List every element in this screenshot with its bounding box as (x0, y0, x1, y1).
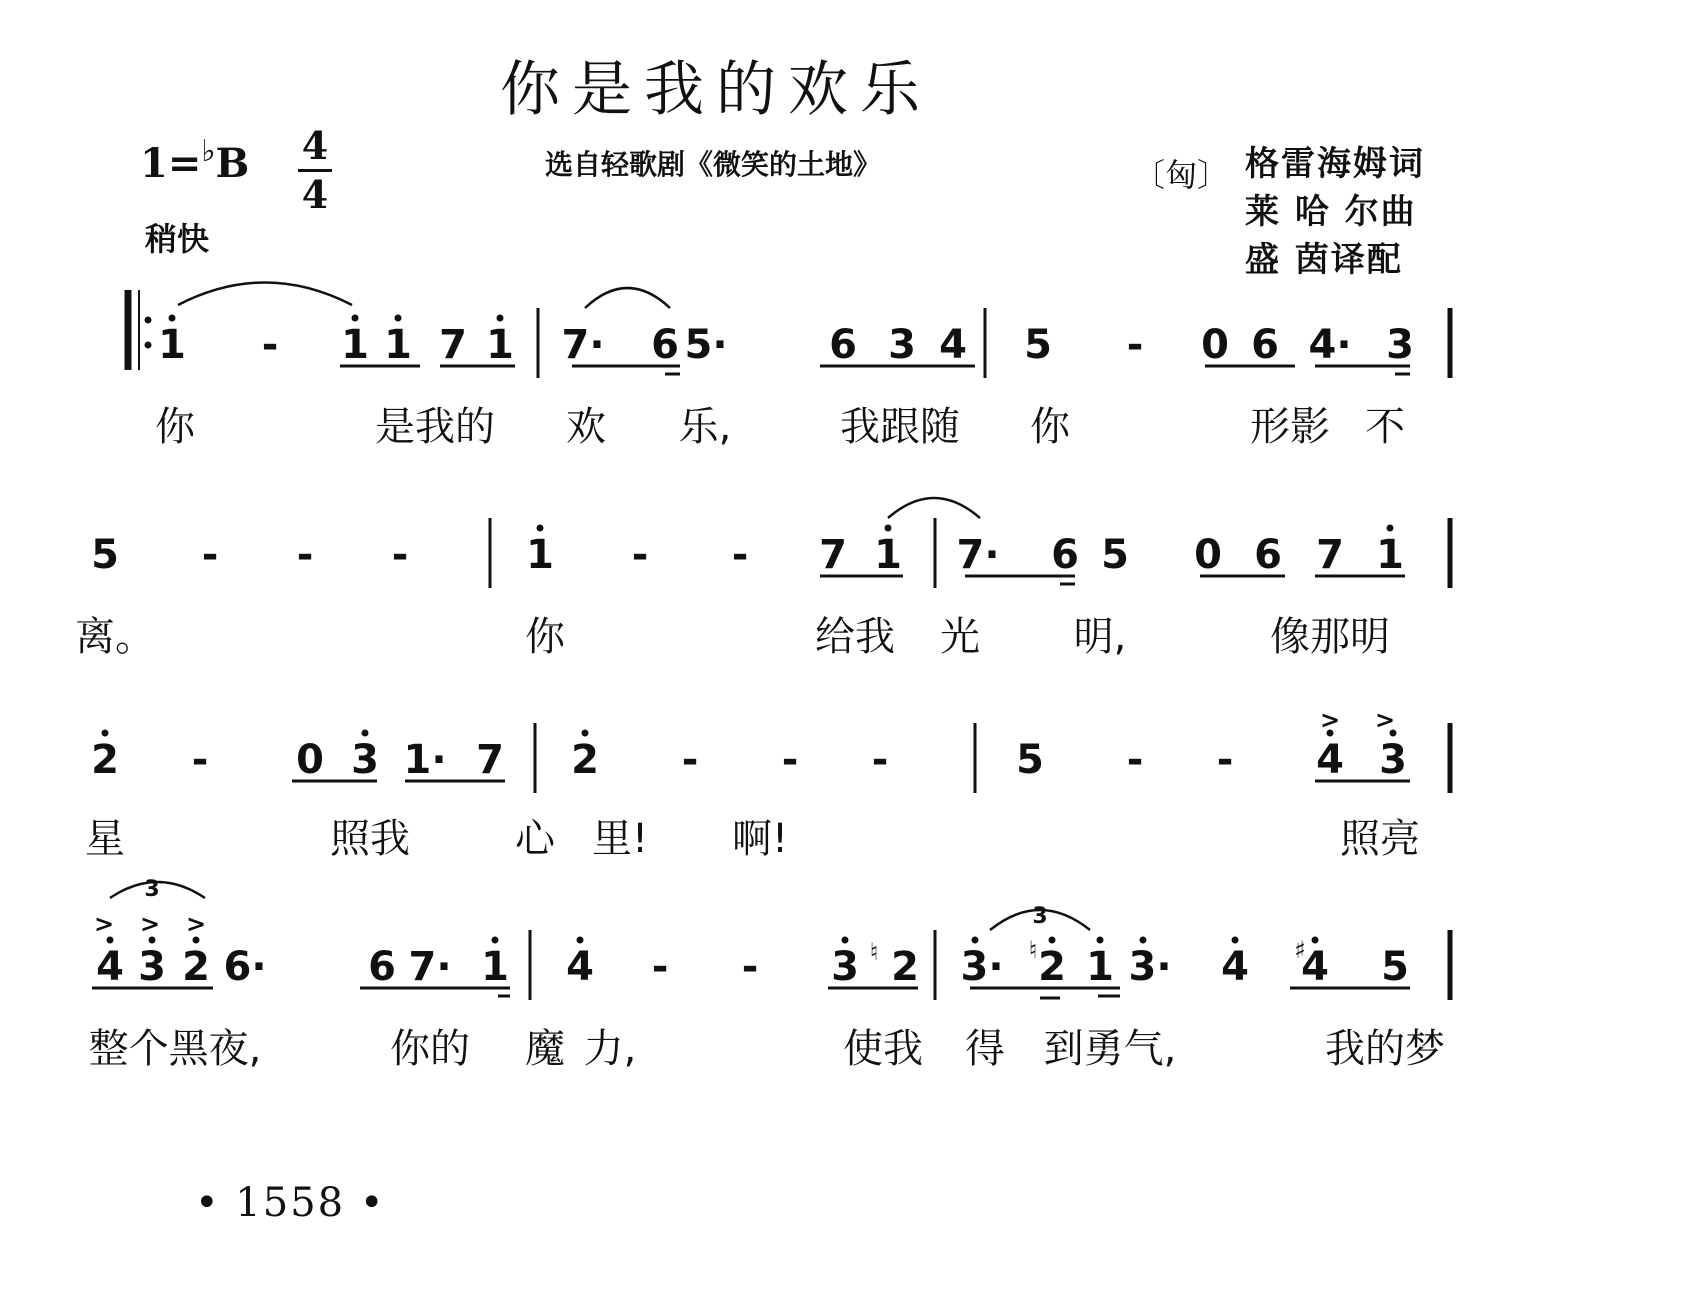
line4-note-7: 1 (481, 944, 509, 990)
line4-note-1: 4 (96, 944, 124, 990)
line4-lyric-3: 魔 (525, 1026, 565, 1072)
high-octave-dot (492, 937, 499, 944)
line4-note-13: 3· (960, 944, 1004, 990)
line4-note-5: 6 (368, 944, 396, 990)
line2-lyric-6: 像那明 (1270, 614, 1390, 660)
line1-dash-2: - (261, 322, 279, 368)
line1-lyric-8: 不 (1365, 404, 1405, 450)
natural-sign: ♮ (1028, 936, 1038, 964)
line1-note-3: 1 (341, 322, 369, 368)
line4-note-19: 5 (1381, 944, 1409, 990)
accent-mark: > (185, 910, 207, 938)
line2-dash-4: - (391, 532, 409, 578)
sharp-sign: ♯ (1294, 936, 1306, 964)
line1-lyric-3: 欢 (566, 404, 606, 450)
line3-lyric-2: 照我 (330, 816, 410, 862)
line4-note-12: 2 (891, 944, 919, 990)
line4-dash-10: - (741, 944, 759, 990)
high-octave-dot (537, 525, 544, 532)
line2-dash-7: - (731, 532, 749, 578)
credit-lyricist: 格雷海姆词 (1245, 144, 1425, 184)
line3-rest-3: 0 (296, 737, 324, 783)
high-octave-dot (169, 315, 176, 322)
high-octave-dot (1140, 937, 1147, 944)
key-note: B (215, 140, 250, 187)
line2-lyric-4: 光 (940, 614, 980, 660)
high-octave-dot (1387, 525, 1394, 532)
high-octave-dot (842, 937, 849, 944)
line4-lyric-6: 得 (965, 1026, 1005, 1072)
slur (585, 288, 670, 308)
line3-dash-2: - (191, 737, 209, 783)
line1-lyric-5: 我跟随 (840, 404, 960, 450)
line1-note-8: 6 (651, 322, 679, 368)
line1-note-10: 6 (829, 322, 857, 368)
line1-dash-14: - (1126, 322, 1144, 368)
line1-note-6: 1 (486, 322, 514, 368)
line1-rest-15: 0 (1201, 322, 1229, 368)
line1-note-11: 3 (888, 322, 916, 368)
line4-lyric-5: 使我 (843, 1026, 923, 1072)
credit-composer: 莱 哈 尔曲 (1245, 192, 1417, 232)
accent-mark: > (1374, 706, 1396, 734)
line3-lyric-1: 星 (85, 816, 125, 862)
line2-note-14: 6 (1254, 532, 1282, 578)
line1-lyric-6: 你 (1030, 404, 1070, 450)
line1-lyric-7: 形影 (1250, 404, 1330, 450)
line3-dash-8: - (681, 737, 699, 783)
time-signature-top: 4 (301, 123, 329, 168)
line2-note-9: 1 (874, 532, 902, 578)
line4-note-4: 6· (223, 944, 267, 990)
line2-lyric-3: 给我 (815, 614, 895, 660)
line2-note-12: 5 (1101, 532, 1129, 578)
line4-lyric-1: 整个黑夜, (88, 1026, 262, 1072)
triplet-number: 3 (1032, 904, 1048, 929)
line4-note-11: 3 (831, 944, 859, 990)
line2-note-8: 7 (819, 532, 847, 578)
line3-dash-12: - (1126, 737, 1144, 783)
line1-note-7: 7· (561, 322, 605, 368)
line2-note-15: 7 (1316, 532, 1344, 578)
line4-lyric-7: 到勇气, (1043, 1026, 1177, 1072)
high-octave-dot (1097, 937, 1104, 944)
line1-lyric-2: 是我的 (375, 404, 495, 450)
line3-note-4: 3 (351, 737, 379, 783)
line3-note-11: 5 (1016, 737, 1044, 783)
line3-dash-13: - (1216, 737, 1234, 783)
high-octave-dot (362, 730, 369, 737)
line1-note-18: 3 (1386, 322, 1414, 368)
line4-note-8: 4 (566, 944, 594, 990)
natural-sign: ♮ (869, 938, 879, 966)
line4-lyric-4: 力, (583, 1026, 637, 1072)
line4-lyric-8: 我的梦 (1325, 1026, 1445, 1072)
line4-note-18: 4 (1301, 944, 1329, 990)
line1-lyric-4: 乐, (678, 404, 732, 450)
line1-note-5: 7 (439, 322, 467, 368)
line3-lyric-6: 照亮 (1340, 816, 1420, 862)
high-octave-dot (972, 937, 979, 944)
song-title: 你是我的欢乐 (500, 55, 932, 125)
line2-lyric-5: 明, (1073, 614, 1127, 660)
line2-lyric-1: 离。 (75, 614, 155, 660)
line1-note-16: 6 (1251, 322, 1279, 368)
line3-lyric-3: 心 (515, 816, 555, 862)
line4-note-3: 2 (182, 944, 210, 990)
flat-sign: ♭ (201, 134, 216, 169)
line1-note-9: 5· (684, 322, 728, 368)
line1-note-13: 5 (1024, 322, 1052, 368)
line4-note-15: 1 (1086, 944, 1114, 990)
line4-note-16: 3· (1128, 944, 1172, 990)
line2-note-10: 7· (956, 532, 1000, 578)
page-number: • 1558 • (195, 1180, 386, 1226)
line3-note-5: 1· (403, 737, 447, 783)
line3-lyric-4: 里! (591, 816, 649, 862)
line3-dash-9: - (781, 737, 799, 783)
line4-note-14: 2 (1038, 944, 1066, 990)
accent-mark: > (93, 910, 115, 938)
source-note: 选自轻歌剧《微笑的土地》 (545, 148, 882, 181)
slur (888, 498, 980, 518)
line3-lyric-5: 啊! (731, 816, 789, 862)
line4-note-6: 7· (408, 944, 452, 990)
high-octave-dot (1312, 937, 1319, 944)
line4-lyric-2: 你的 (390, 1026, 470, 1072)
line1-note-12: 4 (939, 322, 967, 368)
line2-lyric-2: 你 (525, 614, 565, 660)
line1-note-17: 4· (1308, 322, 1352, 368)
high-octave-dot (352, 315, 359, 322)
line3-dash-10: - (871, 737, 889, 783)
line1-lyric-1: 你 (155, 404, 195, 450)
high-octave-dot (497, 315, 504, 322)
accent-mark: > (139, 910, 161, 938)
high-octave-dot (1232, 937, 1239, 944)
line2-rest-13: 0 (1194, 532, 1222, 578)
line2-dash-3: - (296, 532, 314, 578)
line3-note-1: 2 (91, 737, 119, 783)
high-octave-dot (102, 730, 109, 737)
tempo-marking: 稍快 (145, 220, 210, 258)
repeat-dot (145, 342, 152, 349)
credit-translator: 盛 茵译配 (1245, 240, 1403, 280)
time-signature-bottom: 4 (301, 172, 329, 217)
line1-note-1: 1 (158, 322, 186, 368)
line2-dash-2: - (201, 532, 219, 578)
high-octave-dot (577, 937, 584, 944)
high-octave-dot (885, 525, 892, 532)
slur (178, 283, 352, 306)
key-prefix: 1= (140, 140, 202, 187)
line3-note-15: 3 (1379, 737, 1407, 783)
line2-note-16: 1 (1376, 532, 1404, 578)
triplet-number: 3 (144, 877, 160, 902)
line2-note-1: 5 (91, 532, 119, 578)
accent-mark: > (1319, 706, 1341, 734)
repeat-dot (145, 317, 152, 324)
high-octave-dot (582, 730, 589, 737)
line4-note-17: 4 (1221, 944, 1249, 990)
high-octave-dot (395, 315, 402, 322)
line3-note-6: 7 (476, 737, 504, 783)
line3-note-14: 4 (1316, 737, 1344, 783)
line4-dash-9: - (651, 944, 669, 990)
line1-note-4: 1 (384, 322, 412, 368)
line2-dash-6: - (631, 532, 649, 578)
line3-note-7: 2 (571, 737, 599, 783)
line2-note-5: 1 (526, 532, 554, 578)
high-octave-dot (1049, 937, 1056, 944)
origin-tag: 〔匈〕 (1133, 156, 1230, 194)
line4-note-2: 3 (138, 944, 166, 990)
line2-note-11: 6 (1051, 532, 1079, 578)
